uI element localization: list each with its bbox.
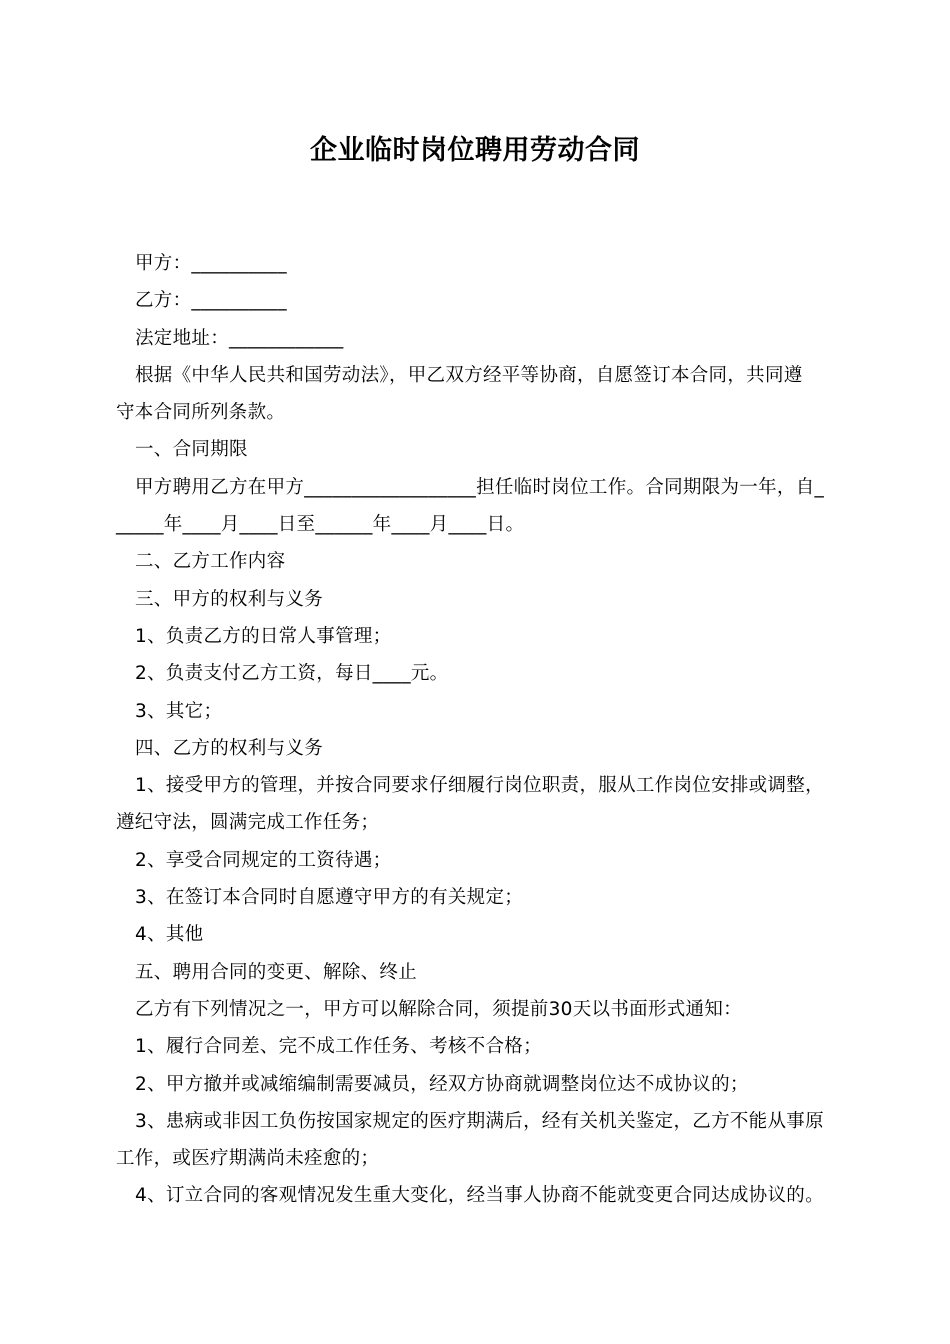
list-item: 4、订立合同的客观情况发生重大变化，经当事人协商不能就变更合同达成协议的。 <box>135 1185 824 1207</box>
section-heading: 二、乙方工作内容 <box>135 551 286 573</box>
paragraph-line: 根据《中华人民共和国劳动法》，甲乙双方经平等协商，自愿签订本合同，共同遵 <box>135 364 803 386</box>
paragraph-line: _____年____月____日至______年____月____日。 <box>116 514 525 536</box>
paragraph-line: 乙方：__________ <box>135 290 287 312</box>
paragraph-line: 法定地址：____________ <box>135 327 344 349</box>
document-body <box>116 245 836 1215</box>
list-item: 2、负责支付乙方工资，每日____元。 <box>135 663 449 685</box>
list-item: 1、负责乙方的日常人事管理； <box>135 625 392 647</box>
list-item: 3、患病或非因工负伤按国家规定的医疗期满后，经有关机关鉴定，乙方不能从事原 <box>135 1110 824 1132</box>
paragraph-line: 守本合同所列条款。 <box>116 402 286 424</box>
paragraph-line: 甲方聘用乙方在甲方__________________担任临时岗位工作。合同期限为一年，自_ <box>135 476 825 498</box>
list-item-continuation: 遵纪守法，圆满完成工作任务； <box>116 812 380 834</box>
section-heading: 五、聘用合同的变更、解除、终止 <box>135 961 418 983</box>
paragraph-line: 甲方：__________ <box>135 253 287 274</box>
list-item: 2、甲方撤并或减缩编制需要减员，经双方协商就调整岗位达不成协议的； <box>135 1073 749 1095</box>
list-item: 4、其他 <box>135 924 204 946</box>
paragraph-line: 乙方有下列情况之一，甲方可以解除合同，须提前30天以书面形式通知： <box>135 998 742 1020</box>
list-item: 1、接受甲方的管理，并按合同要求仔细履行岗位职责，服从工作岗位安排或调整， <box>135 775 824 797</box>
list-item: 3、其它； <box>135 700 223 722</box>
document-title: 企业临时岗位聘用劳动合同 <box>310 135 640 166</box>
list-item: 1、履行合同差、完不成工作任务、考核不合格； <box>135 1036 542 1058</box>
list-item: 3、在签订本合同时自愿遵守甲方的有关规定； <box>135 887 524 909</box>
section-heading: 四、乙方的权利与义务 <box>135 737 324 759</box>
list-item-continuation: 工作，或医疗期满尚未痊愈的； <box>116 1148 380 1170</box>
list-item: 2、享受合同规定的工资待遇； <box>135 849 392 871</box>
section-heading: 三、甲方的权利与义务 <box>135 588 324 610</box>
section-heading: 一、合同期限 <box>135 439 248 461</box>
